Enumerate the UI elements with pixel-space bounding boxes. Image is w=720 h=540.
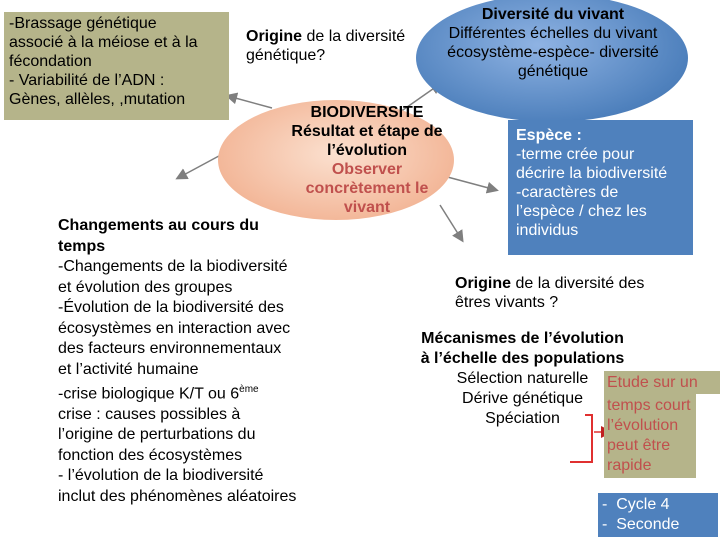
cycle-box — [598, 493, 718, 537]
crisis-detail: - l’évolution de la biodiversité — [58, 467, 264, 485]
species-title: Espèce : — [516, 127, 582, 144]
species-line: -caractères de — [516, 184, 619, 201]
study-line: temps court — [607, 397, 691, 414]
diversity-body: Différentes échelles du vivant écosystème-espèce- diversité génétique — [447, 25, 659, 80]
changes-line: des facteurs environnementaux — [58, 340, 282, 357]
mechanism-item: Spéciation — [485, 410, 560, 427]
mechanism-item: Sélection naturelle — [456, 370, 589, 387]
changes-title: Changements au cours du temps — [58, 217, 259, 255]
genetic-line: fécondation — [9, 53, 92, 70]
origin-living-question — [455, 274, 660, 312]
study-body-box — [604, 394, 696, 478]
changes-line: -Changements de la biodiversité — [58, 258, 288, 275]
biodiversity-title: BIODIVERSITE — [310, 104, 424, 121]
origin-genetic-rest: de la diversité génétique? — [246, 28, 406, 64]
mechanism-item: Dérive génétique — [462, 390, 583, 407]
genetic-line: -Brassage génétique — [9, 15, 157, 32]
origin-living-rest: de la diversité des êtres vivants ? — [455, 275, 645, 311]
changes-line: et évolution des groupes — [58, 278, 233, 296]
study-line: l’évolution — [607, 417, 679, 434]
biodiversity-subtitle: Résultat et étape de l’évolution — [291, 123, 443, 159]
crisis-detail: fonction des écosystèmes — [58, 446, 243, 464]
species-line: décrire la biodiversité — [516, 165, 668, 182]
arrow-to-top-left — [228, 96, 272, 108]
cycle-line: - Seconde — [602, 516, 680, 533]
origin-living-bold: Origine — [455, 275, 512, 292]
crisis-detail: inclut des phénomènes aléatoires — [58, 487, 297, 505]
study-title-box — [604, 371, 720, 394]
species-line: -terme crée pour — [516, 146, 635, 163]
genetic-line: associé à la méiose et à la — [9, 34, 198, 51]
study-line: rapide — [607, 457, 652, 474]
diversity-title: Diversité du vivant — [481, 6, 625, 23]
origin-genetic-question — [246, 27, 426, 65]
cycle-line: - Cycle 4 — [602, 496, 670, 513]
species-line: individus — [516, 222, 579, 239]
species-box-text — [516, 126, 694, 240]
origin-genetic-bold: Origine — [246, 28, 303, 45]
changes-line: écosystèmes en interaction avec — [58, 319, 291, 337]
changes-line: et l’activité humaine — [58, 360, 199, 378]
study-line: peut être — [607, 437, 671, 454]
changes-block — [58, 216, 358, 507]
genetic-line: Gènes, allèles, ,mutation — [9, 91, 186, 108]
biodiversity-observe: Observer concrètement le vivant — [305, 161, 429, 216]
study-title: Etude sur un — [607, 374, 698, 391]
crisis-detail: crise : causes possibles à — [58, 405, 241, 423]
crisis-line — [58, 380, 358, 405]
crisis-text: -crise biologique K/T ou 6 — [58, 385, 240, 403]
species-line: l’espèce / chez les — [516, 203, 647, 220]
genetic-line: - Variabilité de l’ADN : — [9, 72, 165, 89]
genetic-brassage-box — [4, 12, 229, 120]
biodiversity-ellipse-text — [268, 103, 466, 217]
crisis-detail: l’origine de perturbations du — [58, 426, 256, 444]
diversity-ellipse-text — [444, 5, 662, 81]
mechanisms-title: Mécanismes de l’évolution à l’échelle des populations — [420, 330, 625, 367]
crisis-sup: ème — [239, 384, 259, 395]
changes-line: -Évolution de la biodiversité des — [58, 299, 284, 316]
mechanisms-block — [420, 329, 625, 429]
